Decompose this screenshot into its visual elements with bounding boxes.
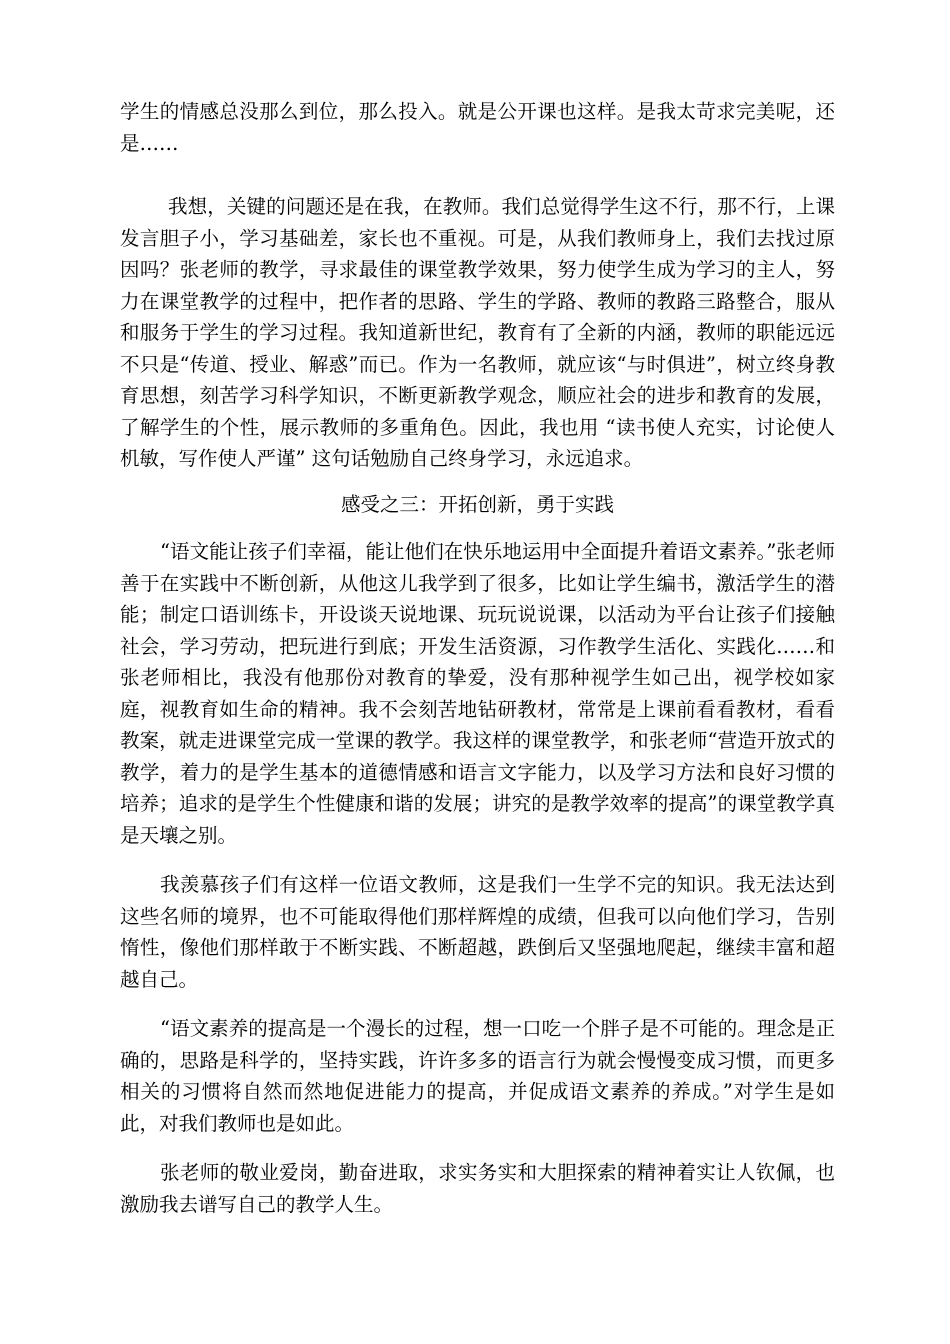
paragraph-quote: “语文素养的提高是一个漫长的过程，想一口吃一个胖子是不可能的。理念是正确的，思路是科学的，坚持实践，许许多多的语言行为就会慢慢变成习惯，而更多相关的习惯将自然而然地促进能力的提高，并促成语文素养的养成。”对学生是如此，对我们教师也是如此。 (120, 1017, 835, 1135)
paragraph-admiration: 我羡慕孩子们有这样一位语文教师，这是我们一生学不完的知识。我无法达到这些名师的境界，也不可能取得他们那样辉煌的成绩，但我可以向他们学习，告别惰性，像他们那样敢于不断实践、不断超越，跌倒后又坚强地爬起，继续丰富和超越自己。 (120, 873, 835, 991)
paragraph-closing: 张老师的敬业爱岗，勤奋进取，求实务实和大胆探索的精神着实让人钦佩，也激励我去谱写自己的教学人生。 (120, 1161, 835, 1216)
paragraph-innovation: “语文能让孩子们幸福，能让他们在快乐地运用中全面提升着语文素养。”张老师善于在实践中不断创新，从他这儿我学到了很多，比如让学生编书，激活学生的潜能；制定口语训练卡，开设谈天说地课、玩玩说说课，以活动为平台让孩子们接触社会，学习劳动，把玩进行到底；开发生活资源，习作教学生活化、实践化……和张老师相比，我没有他那份对教育的挚爱，没有那种视学生如己出，视学校如家庭，视教育如生命的精神。我不会刻苦地钻研教材，常常是上课前看看教材，看看教案，就走进课堂完成一堂课的教学。我这样的课堂教学，和张老师“营造开放式的教学，着力的是学生基本的道德情感和语言文字能力，以及学习方法和良好习惯的培养；追求的是学生个性健康和谐的发展；讲究的是教学效率的提高”的课堂教学真是天壤之别。 (120, 540, 835, 847)
paragraph-continuation: 学生的情感总没那么到位，那么投入。就是公开课也这样。是我太苛求完美呢，还是…… (120, 100, 835, 155)
document-page (120, 96, 835, 1220)
section-heading: 感受之三：开拓创新，勇于实践 (340, 492, 614, 516)
paragraph-reflection: 我想，关键的问题还是在我，在教师。我们总觉得学生这不行，那不行，上课发言胆子小，学习基础差，家长也不重视。可是，从我们教师身上，我们去找过原因吗？张老师的教学，寻求最佳的课堂教学效果，努力使学生成为学习的主人，努力在课堂教学的过程中，把作者的思路、学生的学路、教师的教路三路整合，服从和服务于学生的学习过程。我知道新世纪，教育有了全新的内涵，教师的职能远远不只是“传道、授业、解惑”而已。作为一名教师，就应该“与时俱进”，树立终身教育思想，刻苦学习科学知识，不断更新教学观念，顺应社会的进步和教育的发展，了解学生的个性，展示教师的多重角色。因此，我也用 “读书使人充实，讨论使人机敏，写作使人严谨” 这句话勉励自己终身学习，永远追求。 (120, 195, 835, 470)
